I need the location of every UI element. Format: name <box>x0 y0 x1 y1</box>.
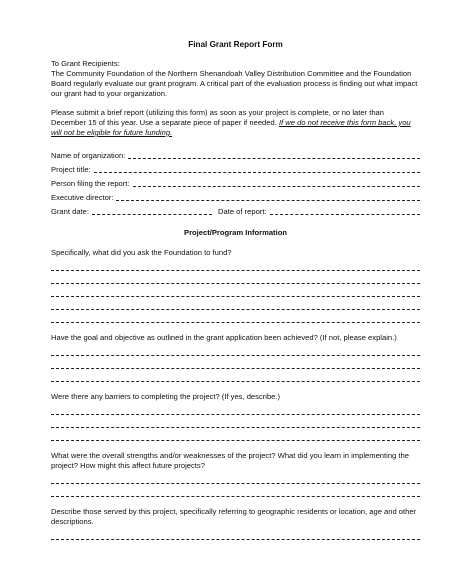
answer-line[interactable] <box>51 430 420 441</box>
answer-line[interactable] <box>51 358 420 369</box>
answer-line[interactable] <box>51 529 420 540</box>
organization-field[interactable] <box>128 150 420 159</box>
organization-label: Name of organization: <box>51 151 126 160</box>
executive-director-field[interactable] <box>116 192 420 201</box>
question-text: What were the overall strengths and/or weaknesses of the project? What did you learn in implementing the project? How might this affect future projects? <box>51 451 409 470</box>
answer-line[interactable] <box>51 286 420 297</box>
question-block <box>51 392 420 441</box>
executive-director-row <box>51 189 420 203</box>
grant-date-field[interactable] <box>92 206 212 215</box>
intro-heading: To Grant Recipients: <box>51 59 120 68</box>
person-filing-row <box>51 175 420 189</box>
answer-line[interactable] <box>51 404 420 415</box>
section-title: Project/Program Information <box>184 228 287 237</box>
question-text: Specifically, what did you ask the Foundation to fund? <box>51 248 232 257</box>
organization-row <box>51 147 420 161</box>
answer-line[interactable] <box>51 486 420 497</box>
question-text: Have the goal and objective as outlined in the grant application been achieved? (If not, please explain.) <box>51 333 397 342</box>
dates-row <box>51 203 420 217</box>
instruction-emphasis: If we do not receive this form back, you will not be eligible for future funding. <box>51 118 411 137</box>
document-title: Final Grant Report Form <box>188 40 283 49</box>
project-details <box>51 147 420 217</box>
answer-line[interactable] <box>51 345 420 356</box>
question-block <box>51 507 420 540</box>
answer-line[interactable] <box>51 473 420 484</box>
instruction-paragraph <box>51 108 420 138</box>
answer-line[interactable] <box>51 260 420 271</box>
question-text: Describe those served by this project, specifically referring to geographic residents or location, age and other descriptions. <box>51 507 417 526</box>
question-block <box>51 451 420 497</box>
project-title-field[interactable] <box>94 164 420 173</box>
instruction-text: Please submit a brief report (utilizing this form) as soon as your project is complete, or no later than December 15 of this year. Use a separate piece of paper if needed. <box>51 108 385 127</box>
person-filing-label: Person filing the report: <box>51 179 130 188</box>
answer-line[interactable] <box>51 299 420 310</box>
executive-director-label: Executive director: <box>51 193 114 202</box>
grant-date-label: Grant date: <box>51 207 89 216</box>
answer-line[interactable] <box>51 312 420 323</box>
date-of-report-label: Date of report: <box>218 207 267 216</box>
answer-line[interactable] <box>51 417 420 428</box>
answer-line[interactable] <box>51 273 420 284</box>
answer-line[interactable] <box>51 371 420 382</box>
date-of-report-field[interactable] <box>270 206 420 215</box>
question-block <box>51 333 420 382</box>
person-filing-field[interactable] <box>133 178 420 187</box>
project-title-row <box>51 161 420 175</box>
question-text: Were there any barriers to completing the project? (If yes, describe.) <box>51 392 281 401</box>
project-title-label: Project title: <box>51 165 91 174</box>
question-block <box>51 248 420 323</box>
intro-paragraph: The Community Foundation of the Northern Shenandoah Valley Distribution Committee and the Foundation Board regularly evaluate our grant program. A critical part of the evaluation process is finding out what impact our grant had to your organization. <box>51 69 418 98</box>
